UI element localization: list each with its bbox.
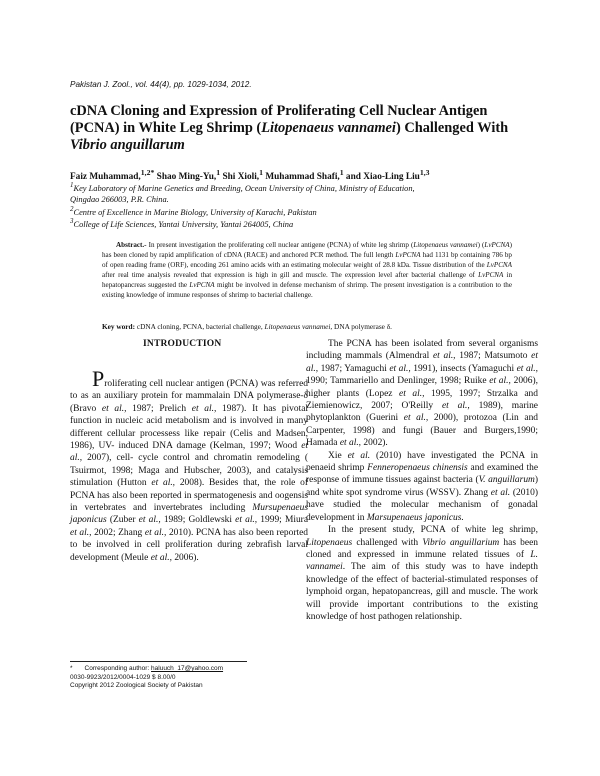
affiliation-line: Key Laboratory of Marine Genetics and Breeding, Ocean University of China, Ministry of Education, xyxy=(73,183,415,193)
copyright: Copyright 2012 Zoological Society of Pakistan xyxy=(70,682,203,689)
abstract-gene: LvPCNA xyxy=(478,271,504,279)
citation-etal: et al., xyxy=(389,363,411,374)
citation-etal: et al., xyxy=(441,401,470,412)
paragraph-3 xyxy=(306,524,538,623)
paragraph-text: has been cloned and expressed in immune related tissues of xyxy=(306,537,538,560)
paragraph-text: 1987; Prelich xyxy=(126,403,192,414)
species-name: Mursupenaeus japonicus xyxy=(70,503,308,526)
citation-etal: et al. xyxy=(347,450,371,461)
paragraph-text: and examined the response of immune tissues against bacteria ( xyxy=(306,463,539,486)
paragraph-text: 2010). PCNA has also been reported to be involved in cell proliferation during zebrafish larval development (Meule xyxy=(70,527,308,563)
affiliation-line: College of Life Sciences, Yantai University, Yantai 264005, China xyxy=(73,219,294,229)
abstract-gene: LvPCNA xyxy=(189,281,215,289)
footnote-rule xyxy=(70,661,247,662)
author-name: and Xiao-Ling Liu xyxy=(343,172,420,183)
author-name: Shi Xioli, xyxy=(220,172,260,183)
paragraph-text: 1987; Matsumoto xyxy=(455,351,532,362)
footnote-mark: * xyxy=(70,665,73,672)
abstract-text: after real time analysis revealed that expression is high in gill and muscle. The expression level after bacterial challenge of xyxy=(102,271,479,279)
paragraph-text: 2006), higher plants (Lopez xyxy=(306,376,538,399)
paper-title xyxy=(70,103,540,154)
species-name: Vibrio anguillarium xyxy=(422,537,500,548)
citation-etal: et al., xyxy=(151,478,176,489)
keywords-species: Litopenaeus vannamei xyxy=(264,322,331,331)
citation-etal: et al., xyxy=(150,552,172,563)
citation-etal: et al., xyxy=(516,363,539,374)
paragraph-text: ) and white spot syndrome virus (WSSV). Zhang xyxy=(306,475,539,498)
abstract-gene: LvPCNA xyxy=(484,241,510,249)
paragraph-text: roliferating cell nuclear antigen (PCNA) was referred to as an auxiliary protein for mammalain DNA polymerase-δ (Bravo xyxy=(70,379,308,414)
citation-etal: et al., xyxy=(191,403,217,414)
abstract-text: ) has been cloned by rapid amplification of cDNA (RACE) and anchored PCR method. The full length xyxy=(102,241,513,259)
paragraph-text: 2002). xyxy=(361,438,388,449)
keywords-text: , DNA polymerase δ. xyxy=(330,322,393,331)
abstract-text: might be involved in defense mechanism of shrimp. The present investigation is a contribution to the existing knowledge of immune responses of shrimp to bacterial challenge. xyxy=(102,281,512,299)
abstract-text: had 1131 bp containing 786 bp of open reading frame (ORF), encoding 261 amino acids with an estimating molecular weight of 28.8 kDa. Tissue distribution of the xyxy=(102,251,512,269)
intro-paragraph xyxy=(70,366,309,564)
paragraph-text: (2010) have studied the molecular mechanism of gonadal development in xyxy=(306,487,538,523)
author-name: Muhammad Shafi, xyxy=(263,172,340,183)
abstract xyxy=(102,240,512,300)
affiliation-sup: 1 xyxy=(70,181,74,189)
dropcap: P xyxy=(92,366,105,391)
paragraph-text: The PCNA has been isolated from several organisms including mammals (Almendral xyxy=(306,339,538,362)
paragraph-text: (2010) have investigated the PCNA in penaeid shrimp xyxy=(306,450,538,474)
abstract-species: Litopenaeus vannamei xyxy=(413,241,478,249)
paragraph-text: 1991), insects (Yamaguchi xyxy=(410,363,517,374)
author-sup: 1 xyxy=(259,168,264,177)
citation-etal: et al., xyxy=(144,527,167,538)
footnote-text: Corresponding author: xyxy=(84,665,152,672)
author-sup: 1 xyxy=(216,168,221,177)
left-column xyxy=(70,366,309,564)
paragraph-1 xyxy=(306,338,538,450)
paragraph-text: 1990; Tammariello and Denlinger, 1998; Ruike xyxy=(306,376,490,387)
paragraph-text: 2008). Besides that, the role of PCNA has also been reported in spermatogenesis and oogensis in vertebrates and invertebrates including xyxy=(70,478,309,514)
abstract-label: Abstract.- xyxy=(116,241,147,249)
abstract-gene: LvPCNA xyxy=(486,261,512,269)
paragraph-text: Xie xyxy=(328,450,348,461)
citation-etal: et al., xyxy=(70,527,92,538)
species-name: Litopenaeus xyxy=(306,537,353,548)
species-name: L. vannamei xyxy=(306,549,538,573)
paragraph-text: 1999; Miura xyxy=(257,515,309,526)
citation-etal: et al., xyxy=(70,441,308,464)
affiliation-sup: 3 xyxy=(70,217,74,225)
journal-citation: Pakistan J. Zool., vol. 44(4), pp. 1029-1034, 2012. xyxy=(70,80,252,89)
author-email-link[interactable]: haluuch_17@yahoo.com xyxy=(151,665,224,672)
keywords-label: Key word: xyxy=(102,322,136,331)
author-name: Shao Ming-Yu, xyxy=(154,172,217,183)
citation-etal: et al., xyxy=(432,351,456,362)
paragraph-text: 2002; Zhang xyxy=(91,527,145,538)
citation-etal: et al., xyxy=(235,515,258,526)
citation-etal: et al., xyxy=(306,351,538,374)
introduction-heading: INTRODUCTION xyxy=(143,339,222,349)
abstract-text: In present investigation the proliferating cell nuclear antigene (PCNA) of white leg shrimp ( xyxy=(146,241,414,249)
paragraph-text: 2000), protozoa (Lin and Carpenter, 1998) and fungi (Bauer and Burgers,1990; Hamada xyxy=(306,413,539,449)
citation-etal: et al., xyxy=(403,413,429,424)
author-sup: 1 xyxy=(339,168,344,177)
citation-etal: et al., xyxy=(101,403,127,414)
journal-code: 0030-9923/2012/0004-1029 $ 8.00/0 xyxy=(70,674,176,681)
affiliation-line: Qingdao 266003, P.R. China. xyxy=(70,194,169,204)
title-part1: cDNA Cloning and Expression of Proliferating Cell Nuclear Antigen (PCNA) in White Leg Shrimp ( xyxy=(70,103,488,136)
species-name: Fenneropenaeus chinensis xyxy=(367,463,468,474)
paragraph-text: . The aim of this study was to have indepth knowledge of the effect of bacterial-stimulated responses of lymphoid organ, hepatopancreas, gill and muscle. The work will provide important contributions to the existing knowledge of host pathogen relationship. xyxy=(306,562,538,622)
paragraph-text: 2006). xyxy=(171,552,199,563)
keywords-text: cDNA cloning, PCNA, bacterial challenge, xyxy=(135,322,265,331)
citation-etal: et al., xyxy=(138,515,161,526)
author-name: Faiz Muhammad, xyxy=(70,172,141,183)
right-column xyxy=(306,338,538,623)
paragraph-text: challenged with xyxy=(352,537,423,548)
abstract-gene: LvPCNA xyxy=(395,251,421,259)
affiliation-1 xyxy=(70,180,550,205)
keywords xyxy=(102,322,522,331)
citation-etal: et al. xyxy=(490,487,511,498)
author-sup: 1,3 xyxy=(419,168,430,177)
affiliation-line: Centre of Excellence in Marine Biology, University of Karachi, Pakistan xyxy=(73,207,317,217)
title-species: Litopenaeus vannamei xyxy=(261,120,396,136)
title-part2: ) Challenged With xyxy=(395,120,509,136)
paragraph-text: (Zuber xyxy=(106,515,139,526)
paragraph-2 xyxy=(306,450,538,524)
paragraph-text: 1995, 1997; Strzalka and Ziemienowicz, 2007; O'Reilly xyxy=(306,388,538,412)
species-name: Marsupenaeus japonicus. xyxy=(366,512,464,523)
affiliation-sup: 2 xyxy=(70,205,74,213)
paragraph-text: 1989; Goldlewski xyxy=(160,515,236,526)
abstract-text: ) ( xyxy=(477,241,485,249)
author-sup: 1,2* xyxy=(140,168,155,177)
paragraph-text: 2007), cell- cycle control and chromatin remodeling ( Tsuirmot, 1998; Maga and Hubscher, 2003), and catalysis stimulation (Hutton xyxy=(70,453,308,489)
title-pathogen: Vibrio anguillarum xyxy=(70,137,185,153)
paragraph-text: 1989), marine phytoplankton (Guerini xyxy=(306,401,539,424)
citation-etal: et al., xyxy=(339,438,362,449)
species-name: V. anguillarum xyxy=(478,475,535,486)
affiliation-3 xyxy=(70,216,550,230)
citation-etal: et al., xyxy=(399,388,425,399)
abstract-text: in hepatopancreas suggested the xyxy=(102,271,512,289)
corresponding-author xyxy=(70,665,223,673)
paragraph-text: In the present study, PCNA of white leg shrimp, xyxy=(328,525,538,536)
paragraph-text: 1987). It has pivotal function in nucleic acid metabolism and is involved in many different cellular processess like repair (Celis and Madsen, 1986), UV- induced DNA damage (Kelman, 1997; Wood xyxy=(70,403,309,452)
paragraph-text: 1987; Yamaguchi xyxy=(318,363,390,374)
citation-etal: et al., xyxy=(489,376,511,387)
